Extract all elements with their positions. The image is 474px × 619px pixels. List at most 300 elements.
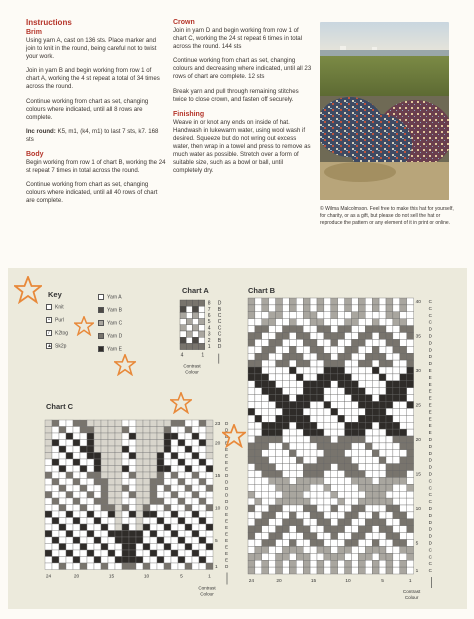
- chart-c-cell: [178, 446, 185, 453]
- chart-c-cell: [115, 433, 122, 440]
- chart-c-cell: [171, 537, 178, 544]
- chart-c-cell: [185, 511, 192, 518]
- chart-c-cell: [185, 557, 192, 564]
- chart-b-cell: [338, 408, 345, 415]
- chart-b-cell: [358, 402, 365, 409]
- chart-b-cell: [255, 471, 262, 478]
- chart-b-cell: [303, 553, 310, 560]
- chart-b-cell: [248, 326, 255, 333]
- chart-c-cell: [199, 511, 206, 518]
- chart-b-cell: [317, 484, 324, 491]
- chart-c-cell: [52, 485, 59, 492]
- chart-b-cell: [379, 450, 386, 457]
- chart-b-cell: [262, 450, 269, 457]
- chart-b-cell: [255, 298, 262, 305]
- chart-b-cell: [400, 484, 407, 491]
- chart-c-cell: [108, 472, 115, 479]
- chart-c-cell: [52, 466, 59, 473]
- chart-b-cell: [386, 498, 393, 505]
- chart-b-cell: [303, 346, 310, 353]
- chart-c-cell: [66, 550, 73, 557]
- chart-b-cell: [358, 422, 365, 429]
- chart-c-cell: [192, 531, 199, 538]
- chart-b-cell: [269, 546, 276, 553]
- chart-b-cell: [379, 491, 386, 498]
- chart-c-cell: [136, 427, 143, 434]
- chart-b-cell: [283, 408, 290, 415]
- inc-round-label: Inc round:: [26, 127, 56, 135]
- chart-b-cell: [296, 346, 303, 353]
- chart-b-cell: [303, 491, 310, 498]
- chart-b-cell: [296, 388, 303, 395]
- chart-b-cell: [324, 339, 331, 346]
- chart-b-cell: [269, 519, 276, 526]
- chart-b-cell: [331, 319, 338, 326]
- chart-c-cell: [101, 433, 108, 440]
- chart-b-cell: [338, 546, 345, 553]
- chart-c-cell: [80, 531, 87, 538]
- chart-b-cell: [317, 498, 324, 505]
- chart-b-cell: [352, 553, 359, 560]
- chart-c-cell: [178, 459, 185, 466]
- chart-b-cell: [331, 471, 338, 478]
- chart-a-row-number: 5: [207, 319, 211, 326]
- chart-c-cell: [101, 544, 108, 551]
- chart-c-cell: [66, 479, 73, 486]
- chart-c-cell: [164, 459, 171, 466]
- chart-b-cell: [358, 471, 365, 478]
- chart-c-cell: [108, 498, 115, 505]
- chart-b-cell: [400, 512, 407, 519]
- inc-round-text: K5, m1, (k4, m1) to last 7 sts, k7. 168 sts: [26, 127, 159, 143]
- chart-c-cell: [73, 485, 80, 492]
- chart-b-cell: [303, 443, 310, 450]
- chart-c-cell: [185, 550, 192, 557]
- chart-c-footer-line: Contrast: [198, 585, 216, 591]
- chart-b-cell: [393, 339, 400, 346]
- chart-c-row-number: 23: [215, 421, 221, 427]
- chart-b-cell: [248, 491, 255, 498]
- chart-a-cell: [186, 300, 192, 306]
- chart-b-cell: [310, 353, 317, 360]
- chart-b-cell: [331, 395, 338, 402]
- chart-b-cell: [296, 450, 303, 457]
- chart-c-cell: [150, 420, 157, 427]
- chart-c-cell: [129, 498, 136, 505]
- chart-b-cell: [296, 339, 303, 346]
- chart-b-cell: [248, 443, 255, 450]
- chart-c-cell: [206, 498, 213, 505]
- chart-c-cell: [45, 505, 52, 512]
- chart-c-cell: [45, 537, 52, 544]
- chart-c-cell: [87, 557, 94, 564]
- chart-c-cell: [185, 537, 192, 544]
- chart-c-cell: [108, 511, 115, 518]
- chart-b-cell: [345, 422, 352, 429]
- chart-b-cell: [310, 567, 317, 574]
- chart-b-cell: [310, 402, 317, 409]
- chart-b-cell: [358, 540, 365, 547]
- chart-b-cell: [386, 443, 393, 450]
- chart-b-cell: [345, 484, 352, 491]
- chart-b-colour-letter: C: [428, 492, 432, 498]
- chart-b-cell: [352, 326, 359, 333]
- chart-b-cell: [345, 498, 352, 505]
- chart-b-cell: [248, 484, 255, 491]
- chart-c-cell: [143, 492, 150, 499]
- chart-b-cell: [379, 319, 386, 326]
- chart-c-cell: [73, 446, 80, 453]
- chart-b-cell: [303, 408, 310, 415]
- chart-b-cell: [400, 457, 407, 464]
- chart-c-cell: [192, 544, 199, 551]
- chart-b-cell: [358, 512, 365, 519]
- chart-c-cell: [66, 485, 73, 492]
- chart-c-cell: [157, 453, 164, 460]
- key-yarn-e: Yarn E: [98, 346, 122, 352]
- chart-b-cell: [269, 422, 276, 429]
- chart-b-cell: [379, 512, 386, 519]
- chart-b-cell: [379, 339, 386, 346]
- chart-c-cell: [192, 453, 199, 460]
- chart-c-cell: [52, 440, 59, 447]
- chart-b-colour-letter: D: [428, 437, 432, 442]
- chart-b-cell: [400, 464, 407, 471]
- chart-a-cell: [192, 312, 198, 318]
- chart-b-cell: [393, 408, 400, 415]
- chart-b-cell: [379, 533, 386, 540]
- chart-b-cell: [358, 519, 365, 526]
- chart-b-cell: [303, 567, 310, 574]
- chart-b-cell: [379, 553, 386, 560]
- chart-b-cell: [331, 457, 338, 464]
- chart-b-cell: [289, 477, 296, 484]
- chart-c-cell: [52, 433, 59, 440]
- chart-b-cell: [296, 526, 303, 533]
- chart-b-cell: [393, 436, 400, 443]
- chart-b-cell: [269, 429, 276, 436]
- chart-b-cell: [317, 333, 324, 340]
- chart-b-cell: [358, 484, 365, 491]
- chart-b-cell: [400, 429, 407, 436]
- chart-b-cell: [365, 526, 372, 533]
- chart-c-cell: [178, 420, 185, 427]
- chart-c-cell: [129, 427, 136, 434]
- chart-b-cell: [276, 443, 283, 450]
- chart-c-cell: [122, 453, 129, 460]
- chart-c-cell: [164, 492, 171, 499]
- chart-b-cell: [365, 312, 372, 319]
- chart-b-cell: [345, 353, 352, 360]
- chart-a-colour-letter: C: [217, 313, 222, 319]
- chart-b-colour-letter: C: [428, 478, 432, 484]
- chart-c-cell: [115, 427, 122, 434]
- chart-b-cell: [358, 374, 365, 381]
- chart-b-cell: [345, 312, 352, 319]
- chart-b-cell: [379, 457, 386, 464]
- chart-c-cell: [52, 550, 59, 557]
- chart-c-cell: [94, 446, 101, 453]
- chart-b-cell: [407, 436, 414, 443]
- chart-b-cell: [324, 443, 331, 450]
- chart-b-cell: [269, 450, 276, 457]
- chart-c-cell: [157, 498, 164, 505]
- chart-b-cell: [379, 408, 386, 415]
- chart-b-cell: [400, 381, 407, 388]
- chart-b-cell: [331, 422, 338, 429]
- chart-b-cell: [324, 326, 331, 333]
- chart-b-cell: [365, 353, 372, 360]
- chart-c-row-number: 15: [215, 473, 221, 479]
- chart-c-cell: [87, 563, 94, 570]
- chart-b-cell: [255, 512, 262, 519]
- chart-c-cell: [101, 505, 108, 512]
- chart-b-cell: [386, 353, 393, 360]
- chart-b-cell: [352, 505, 359, 512]
- chart-c-x-tick: 20: [73, 574, 80, 580]
- star-icon: [14, 276, 42, 304]
- chart-c-cell: [52, 453, 59, 460]
- chart-c-cell: [101, 518, 108, 525]
- chart-c-cell: [164, 550, 171, 557]
- chart-b-cell: [393, 326, 400, 333]
- chart-c-cell: [122, 472, 129, 479]
- chart-b-cell: [372, 464, 379, 471]
- chart-c-cell: [80, 492, 87, 499]
- chart-b-cell: [400, 567, 407, 574]
- chart-b-cell: [276, 505, 283, 512]
- chart-c-cell: [150, 453, 157, 460]
- chart-c-cell: [52, 557, 59, 564]
- chart-b-cell: [262, 519, 269, 526]
- chart-b-cell: [352, 443, 359, 450]
- star-icon: [74, 316, 94, 336]
- chart-b-cell: [283, 477, 290, 484]
- chart-c-cell: [73, 524, 80, 531]
- chart-b-cell: [289, 326, 296, 333]
- chart-c-cell: [164, 505, 171, 512]
- chart-b-cell: [296, 429, 303, 436]
- chart-b-cell: [317, 533, 324, 540]
- chart-b-cell: [386, 464, 393, 471]
- chart-c-x-tick: 10: [143, 574, 150, 580]
- chart-b-cell: [283, 333, 290, 340]
- chart-b-cell: [365, 505, 372, 512]
- chart-b-cell: [276, 319, 283, 326]
- chart-c-cell: [87, 453, 94, 460]
- chart-b-cell: [331, 491, 338, 498]
- chart-b-cell: [276, 388, 283, 395]
- chart-c-row-number: 20: [215, 441, 221, 447]
- chart-b-cell: [248, 367, 255, 374]
- chart-c-cell: [129, 466, 136, 473]
- chart-c-cell: [122, 440, 129, 447]
- chart-b-cell: [296, 471, 303, 478]
- chart-b-cell: [352, 346, 359, 353]
- chart-b-cell: [393, 450, 400, 457]
- chart-c-cell: [94, 563, 101, 570]
- chart-c-cell: [171, 563, 178, 570]
- chart-b-cell: [407, 429, 414, 436]
- chart-c-cell: [199, 453, 206, 460]
- chart-c-cell: [185, 440, 192, 447]
- chart-b-cell: [269, 402, 276, 409]
- chart-b-cell: [407, 471, 414, 478]
- chart-c-cell: [94, 511, 101, 518]
- chart-c-cell: [150, 531, 157, 538]
- chart-c-cell: [164, 557, 171, 564]
- chart-b-cell: [310, 498, 317, 505]
- chart-b-cell: [400, 546, 407, 553]
- chart-b-cell: [393, 553, 400, 560]
- chart-b-cell: [289, 505, 296, 512]
- chart-b-row-number: 5: [415, 541, 419, 547]
- chart-b-x-tick: 24: [248, 579, 255, 584]
- chart-b-cell: [255, 415, 262, 422]
- chart-b-cell: [379, 429, 386, 436]
- chart-c-cell: [101, 531, 108, 538]
- chart-c-cell: [115, 485, 122, 492]
- chart-c-title: Chart C: [46, 402, 74, 411]
- chart-b-cell: [262, 533, 269, 540]
- chart-c-cell: [129, 557, 136, 564]
- chart-c-cell: [157, 537, 164, 544]
- chart-c-cell: [115, 505, 122, 512]
- chart-c-cell: [45, 550, 52, 557]
- chart-b-cell: [400, 374, 407, 381]
- chart-b-cell: [407, 353, 414, 360]
- chart-b-cell: [365, 381, 372, 388]
- chart-c-cell: [45, 498, 52, 505]
- chart-c-cell: [178, 531, 185, 538]
- chart-c-cell: [143, 466, 150, 473]
- chart-c-cell: [73, 472, 80, 479]
- chart-c-cell: [66, 563, 73, 570]
- chart-b-cell: [248, 477, 255, 484]
- chart-b-cell: [393, 471, 400, 478]
- chart-b-cell: [407, 360, 414, 367]
- chart-b-cell: [372, 491, 379, 498]
- chart-b-colour-letter: C: [428, 485, 432, 491]
- chart-b-cell: [345, 450, 352, 457]
- chart-b-colour-letter: E: [428, 409, 432, 415]
- chart-b-cell: [255, 305, 262, 312]
- chart-c-cell: [73, 433, 80, 440]
- chart-b-cell: [283, 312, 290, 319]
- chart-c-cell: [87, 472, 94, 479]
- chart-b-cell: [317, 471, 324, 478]
- chart-b-cell: [365, 429, 372, 436]
- chart-c-cell: [178, 492, 185, 499]
- chart-b-cell: [379, 484, 386, 491]
- chart-c-cell: [73, 544, 80, 551]
- chart-b-cell: [407, 422, 414, 429]
- chart-b-cell: [269, 415, 276, 422]
- chart-b-cell: [345, 512, 352, 519]
- chart-b-cell: [358, 388, 365, 395]
- chart-c-cell: [94, 466, 101, 473]
- chart-c-cell: [206, 544, 213, 551]
- chart-a-cell: [180, 319, 186, 325]
- chart-c-cell: [59, 446, 66, 453]
- chart-b-cell: [358, 326, 365, 333]
- chart-b-cell: [338, 567, 345, 574]
- chart-b-cell: [262, 540, 269, 547]
- chart-b-cell: [283, 533, 290, 540]
- chart-b-cell: [269, 339, 276, 346]
- chart-b-cell: [296, 464, 303, 471]
- chart-c-cell: [122, 466, 129, 473]
- chart-c-cell: [45, 511, 52, 518]
- chart-b-cell: [365, 374, 372, 381]
- chart-b-cell: [338, 526, 345, 533]
- chart-b-cell: [352, 560, 359, 567]
- chart-b-cell: [393, 491, 400, 498]
- chart-c-cell: [52, 492, 59, 499]
- chart-b-cell: [324, 477, 331, 484]
- chart-b-cell: [317, 422, 324, 429]
- chart-c-cell: [94, 492, 101, 499]
- chart-b-cell: [269, 491, 276, 498]
- chart-b-cell: [255, 312, 262, 319]
- chart-b-cell: [352, 353, 359, 360]
- chart-b-cell: [407, 560, 414, 567]
- chart-b-cell: [407, 305, 414, 312]
- chart-b-cell: [310, 484, 317, 491]
- chart-b-cell: [303, 512, 310, 519]
- chart-c-cell: [115, 446, 122, 453]
- chart-b-colour-letter: D: [428, 471, 432, 477]
- chart-b-cell: [296, 553, 303, 560]
- chart-b-cell: [310, 443, 317, 450]
- chart-b-cell: [372, 395, 379, 402]
- chart-c-cell: [66, 472, 73, 479]
- chart-b-cell: [352, 312, 359, 319]
- chart-b-cell: [352, 333, 359, 340]
- chart-b-cell: [289, 471, 296, 478]
- chart-c-cell: [143, 427, 150, 434]
- chart-c-cell: [101, 453, 108, 460]
- chart-a-cell: [199, 343, 205, 349]
- chart-b-cell: [365, 326, 372, 333]
- chart-c-cell: [94, 420, 101, 427]
- chart-b-cell: [372, 388, 379, 395]
- chart-c-cell: [73, 427, 80, 434]
- chart-c-cell: [178, 485, 185, 492]
- chart-c-cell: [206, 472, 213, 479]
- chart-b-cell: [269, 553, 276, 560]
- chart-b-cell: [248, 360, 255, 367]
- chart-b-cell: [269, 305, 276, 312]
- chart-a-cell: [199, 325, 205, 331]
- chart-c-cell: [59, 498, 66, 505]
- chart-c-cell: [80, 537, 87, 544]
- chart-b-cell: [358, 381, 365, 388]
- chart-b-cell: [289, 422, 296, 429]
- chart-b-cell: [338, 312, 345, 319]
- chart-b-cell: [324, 436, 331, 443]
- chart-b-cell: [379, 546, 386, 553]
- chart-b-cell: [386, 298, 393, 305]
- chart-b-cell: [331, 436, 338, 443]
- chart-b-cell: [379, 367, 386, 374]
- chart-c-cell: [101, 440, 108, 447]
- chart-c-cell: [45, 440, 52, 447]
- key-purl: • Purl: [46, 317, 64, 323]
- chart-b-cell: [262, 374, 269, 381]
- chart-b-cell: [379, 464, 386, 471]
- chart-b-cell: [262, 333, 269, 340]
